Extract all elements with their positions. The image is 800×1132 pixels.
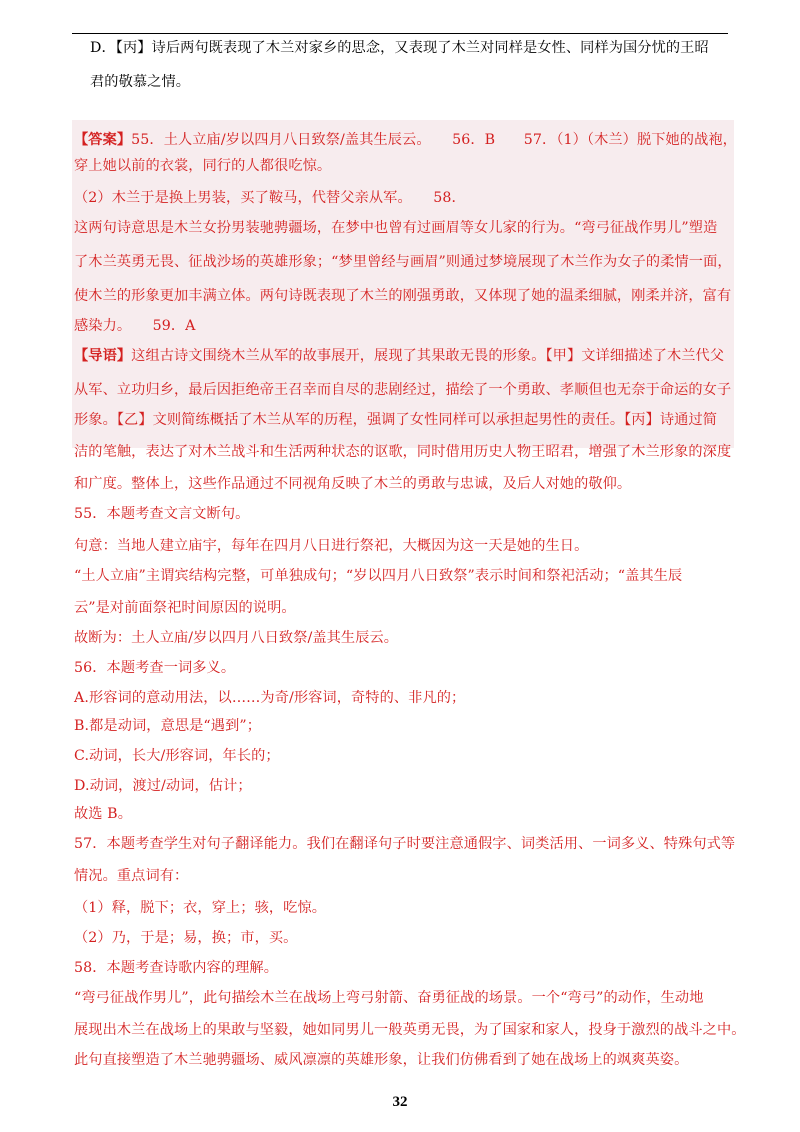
top-rule xyxy=(72,33,728,34)
explanation-line: 展现出木兰在战场上的果敢与坚毅，她如同男儿一般英勇无畏，为了国家和家人，投身于激烈的战斗之中。 xyxy=(74,1022,746,1038)
explanation-line: “土人立庙”主谓宾结构完整，可单独成句；“岁以四月八日致祭”表示时间和祭祀活动；“盖其生辰 xyxy=(74,568,683,584)
answer-line-5: 了木兰英勇无畏、征战沙场的英雄形象；“梦里曾经与画眉”则通过梦境展现了木兰作为女子的柔情一面， xyxy=(74,254,732,270)
explanation-line: 情况。重点词有： xyxy=(74,868,189,884)
answer-line-7: 感染力。 59．A xyxy=(74,318,196,334)
explanation-line: 55．本题考查文言文断句。 xyxy=(74,506,250,522)
answer-line-3: （2）木兰于是换上男装，买了鞍马，代替父亲从军。 58． xyxy=(74,190,466,206)
explanation-line: 故选 B。 xyxy=(74,806,132,822)
answer-line-1: 【答案】55．土人立庙/岁以四月八日致祭/盖其生辰云。 56．B 57．（1）（木兰）脱下她的战袍， xyxy=(74,132,737,148)
guide-line-4: 洁的笔触，表达了对木兰战斗和生活两种状态的讴歌，同时借用历史人物王昭君，增强了木兰形象的深度 xyxy=(74,444,732,460)
guide-line-5: 和广度。整体上，这些作品通过不同视角反映了木兰的勇敢与忠诚，及后人对她的敬仰。 xyxy=(74,476,632,492)
page-number: 32 xyxy=(392,1094,408,1110)
option-d-line-1: D．【丙】诗后两句既表现了木兰对家乡的思念，又表现了木兰对同样是女性、同样为国分忧的王昭 xyxy=(90,40,709,56)
option-d-line-2: 君的敬慕之情。 xyxy=(90,74,191,90)
explanation-line: 句意：当地人建立庙宇，每年在四月八日进行祭祀，大概因为这一天是她的生日。 xyxy=(74,538,589,554)
explanation-line: D.动词，渡过/动词，估计； xyxy=(74,778,252,794)
answer-line-2: 穿上她以前的衣裳，同行的人都很吃惊。 xyxy=(74,158,332,174)
answer-line-4: 这两句诗意思是木兰女扮男装驰骋疆场，在梦中也曾有过画眉等女儿家的行为。“弯弓征战作男儿”塑造 xyxy=(74,220,718,236)
explanation-line: 故断为：土人立庙/岁以四月八日致祭/盖其生辰云。 xyxy=(74,630,399,646)
guide-line-2: 从军、立功归乡，最后因拒绝帝王召幸而自尽的悲剧经过，描绘了一个勇敢、孝顺但也无奈于命运的女子 xyxy=(74,382,732,398)
guide-line-3: 形象。【乙】文则简练概括了木兰从军的历程，强调了女性同样可以承担起男性的责任。【丙】诗通过简 xyxy=(74,412,718,428)
explanation-line: （2）乃，于是；易，换；市，买。 xyxy=(74,930,298,946)
explanation-line: （1）释，脱下；衣，穿上；骇，吃惊。 xyxy=(74,900,327,916)
explanation-line: 此句直接塑造了木兰驰骋疆场、威风凛凛的英雄形象，让我们仿佛看到了她在战场上的飒爽英姿。 xyxy=(74,1052,689,1068)
explanation-line: C.动词，长大/形容词，年长的； xyxy=(74,748,280,764)
answer-line-6: 使木兰的形象更加丰满立体。两句诗既表现了木兰的刚强勇敢，又体现了她的温柔细腻，刚柔并济，富有 xyxy=(74,288,732,304)
explanation-line: 58．本题考查诗歌内容的理解。 xyxy=(74,960,278,976)
explanation-line: A.形容词的意动用法，以……为奇/形容词，奇特的、非凡的； xyxy=(74,690,466,706)
explanation-line: 云”是对前面祭祀时间原因的说明。 xyxy=(74,600,296,616)
guide-line-1: 【导语】这组古诗文围绕木兰从军的故事展开，展现了其果敢无畏的形象。【甲】文详细描述了木兰代父 xyxy=(74,348,725,364)
explanation-line: B.都是动词，意思是“遇到”； xyxy=(74,718,262,734)
explanation-line: 56．本题考查一词多义。 xyxy=(74,660,236,676)
explanation-line: “弯弓征战作男儿”，此句描绘木兰在战场上弯弓射箭、奋勇征战的场景。一个“弯弓”的动作，生动地 xyxy=(74,990,704,1006)
guide-tag: 【导语】 xyxy=(74,348,132,364)
answer-tag: 【答案】 xyxy=(74,132,132,148)
explanation-line: 57．本题考查学生对句子翻译能力。我们在翻译句子时要注意通假字、词类活用、一词多义、特殊句式等 xyxy=(74,836,736,852)
